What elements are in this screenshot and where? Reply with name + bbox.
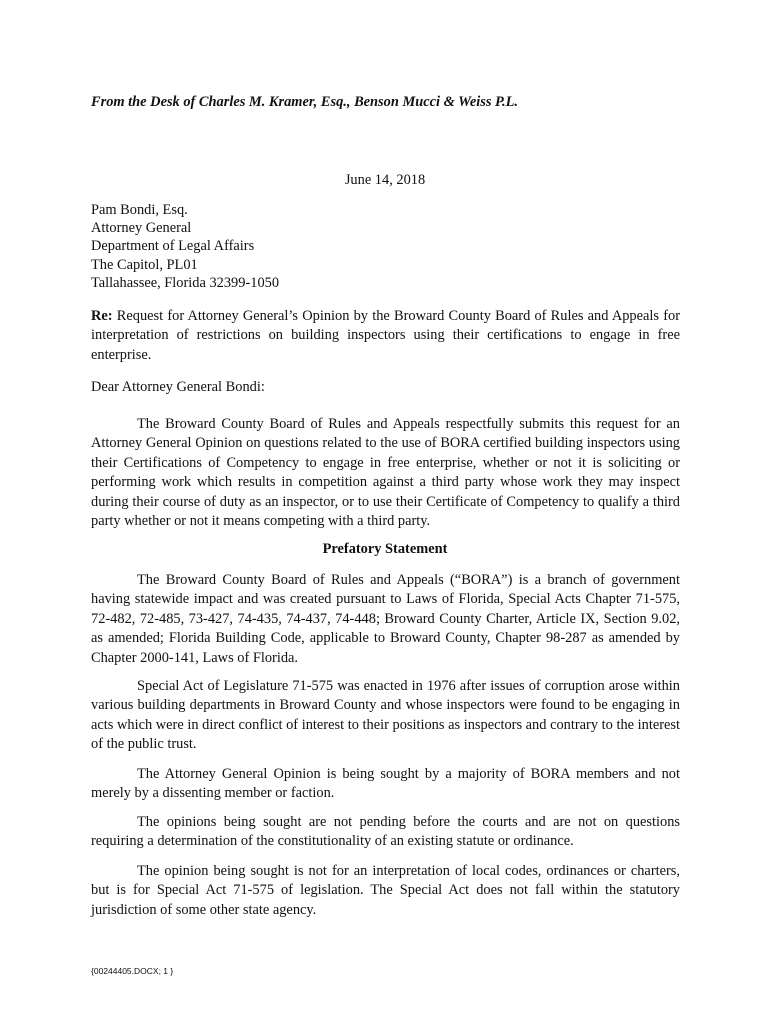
paragraph-special-act: Special Act of Legislature 71-575 was enacted in 1976 after issues of corruption arose within various building departments in Broward County and whose inspectors were found to be engaging in acts which were in direct conflict of interest to their positions as inspectors and contrary to the interest of the public trust. xyxy=(91,678,680,753)
recipient-city: Tallahassee, Florida 32399-1050 xyxy=(91,274,280,291)
recipient-address xyxy=(91,201,279,292)
recipient-building: The Capitol, PL01 xyxy=(91,256,198,273)
paragraph-courts: The opinions being sought are not pending before the courts and are not on questions requiring a determination of the constitutionality of an existing statute or ordinance. xyxy=(91,814,680,850)
letter-date: June 14, 2018 xyxy=(344,172,426,188)
recipient-department: Department of Legal Affairs xyxy=(91,238,255,255)
subject-label: Re: xyxy=(91,308,113,324)
paragraph-request: The Broward County Board of Rules and Appeals respectfully submits this request for an Attorney General Opinion on questions related to the use of BORA certified building inspectors using their Certifications of Competency to engage in free enterprise, whether or not it is soliciting or performing work which results in competition against a third party whose work they may inspect during their course of duty as an inspector, or to use their Certificate of Competency to qualify a third party whether or not it means competing with a third party. xyxy=(91,416,680,530)
paragraph-jurisdiction: The opinion being sought is not for an interpretation of local codes, ordinances or charters, but is for Special Act 71-575 of legislation. The Special Act does not fall within the statutory jurisdiction of some other state agency. xyxy=(91,863,680,918)
letterhead-line: From the Desk of Charles M. Kramer, Esq., Benson Mucci & Weiss P.L. xyxy=(91,94,518,110)
recipient-name: Pam Bondi, Esq. xyxy=(91,202,188,218)
subject-text: Request for Attorney General’s Opinion by the Broward County Board of Rules and Appeals for interpretation of restrictions on building inspectors using their certifications to engage in free enterprise. xyxy=(91,308,680,363)
paragraph-bora-description: The Broward County Board of Rules and Appeals (“BORA”) is a branch of government having statewide impact and was created pursuant to Laws of Florida, Special Acts Chapter 71-575, 72-482, 72-485, 73-427, 74-435, 74-437, 74-448; Broward County Charter, Article IX, Section 9.02, as amended; Florida Building Code, applicable to Broward County, Chapter 98-287 as amended by Chapter 2000-141, Laws of Florida. xyxy=(91,572,680,666)
salutation: Dear Attorney General Bondi: xyxy=(91,379,265,395)
paragraph-majority: The Attorney General Opinion is being sought by a majority of BORA members and not merely by a dissenting member or faction. xyxy=(91,766,680,802)
subject-line xyxy=(91,307,680,365)
document-footer-id: {00244405.DOCX; 1 } xyxy=(91,966,174,976)
section-heading: Prefatory Statement xyxy=(322,541,448,557)
recipient-title: Attorney General xyxy=(91,220,192,237)
